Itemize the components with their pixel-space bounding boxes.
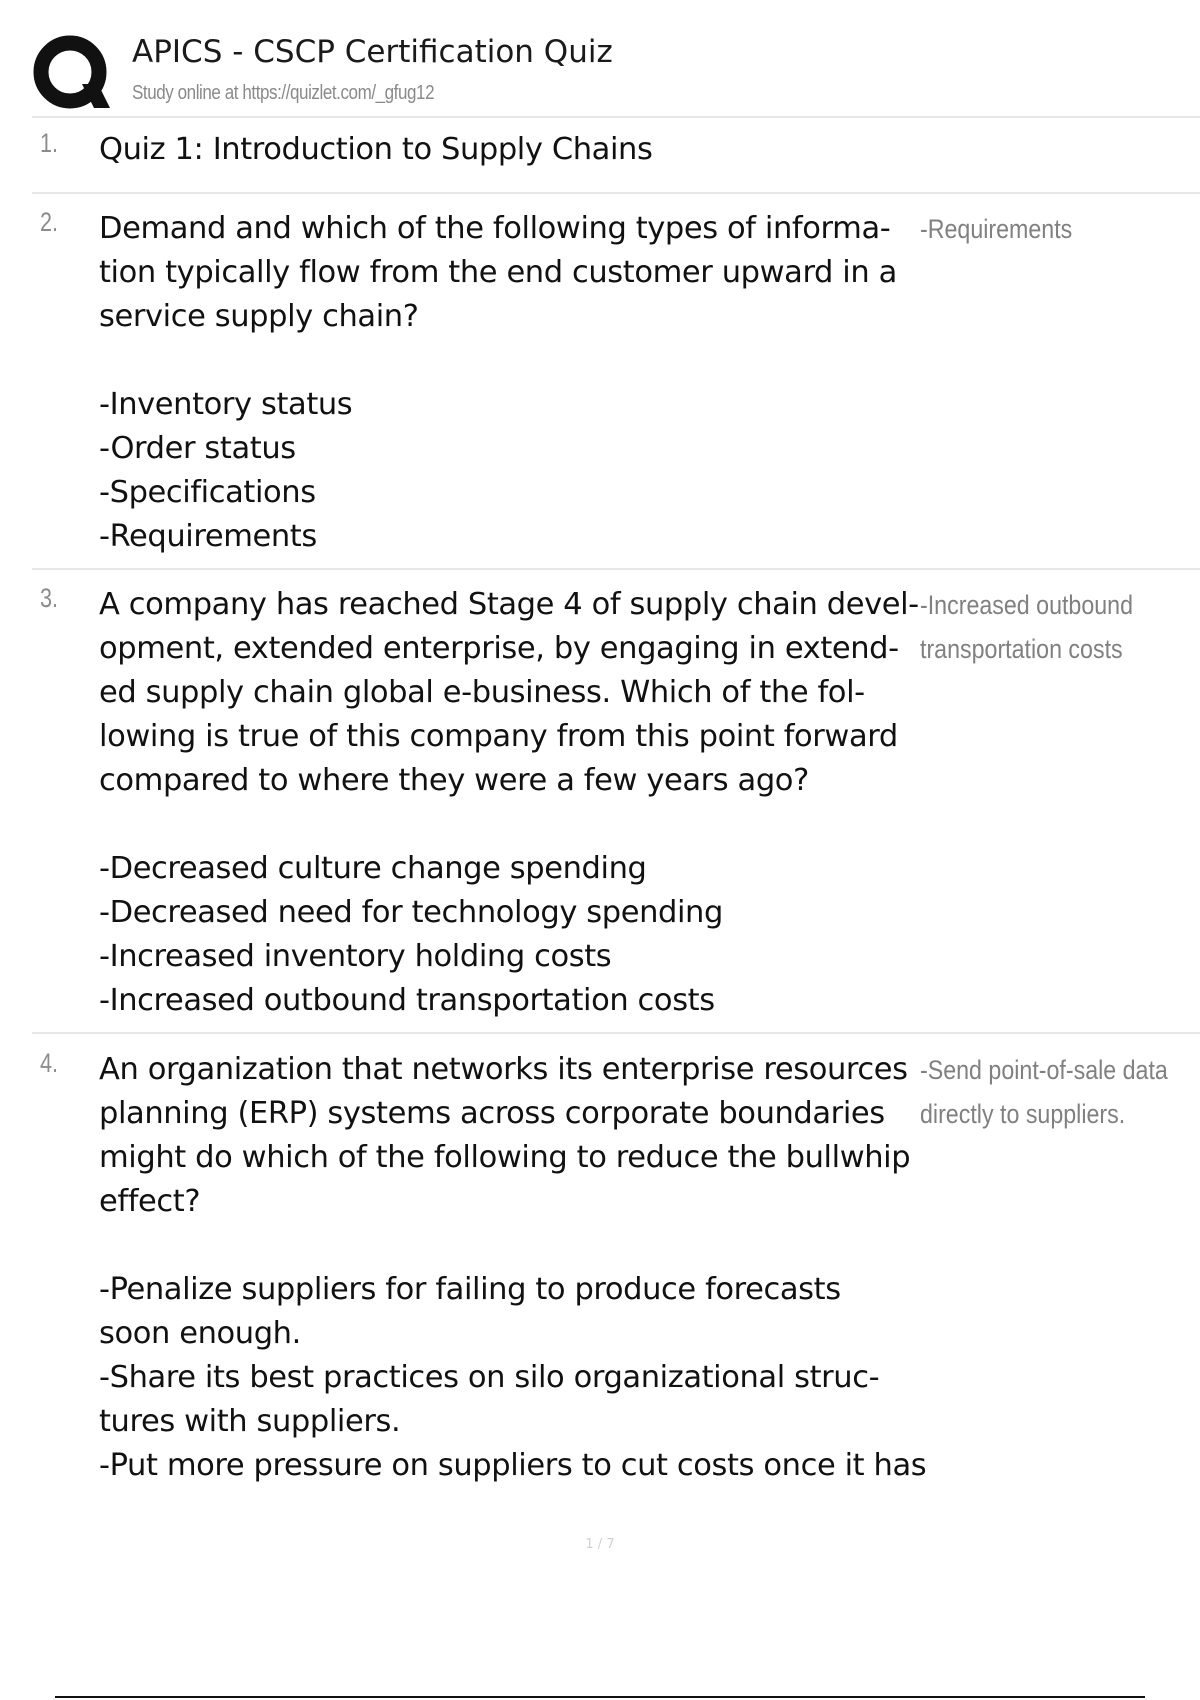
quizlet-logo-icon [32, 32, 112, 112]
item-number: 1. [40, 128, 59, 158]
item-number: 3. [40, 583, 59, 613]
item-term: An organization that networks its enterprise resources planning (ERP) systems across corporate boundaries might do which of the following to reduce the bullwhip effect? -Penalize suppliers for failing to produce forecasts soon enough. -Share its best practices on silo organizational struc- tures with suppliers. -Put more pressure on suppliers to cut costs once it has [99, 1052, 927, 1483]
item-term: Demand and which of the following types of informa- tion typically flow from the end customer upward in a service supply chain? -Inventory status -Order status -Specifications -Requirements [99, 211, 897, 554]
document-title: APICS - CSCP Certification Quiz [132, 34, 613, 70]
item-definition: -Increased outbound transportation costs [920, 590, 1134, 664]
item-definition: -Requirements [920, 214, 1073, 244]
quiz-item-1 [32, 118, 1200, 194]
item-number: 2. [40, 207, 59, 237]
document-header [32, 30, 1200, 118]
item-term: Quiz 1: Introduction to Supply Chains [99, 132, 653, 167]
item-number: 4. [40, 1048, 59, 1078]
quiz-item-4 [32, 1034, 1200, 1494]
quiz-item-3 [32, 570, 1200, 1034]
item-term: A company has reached Stage 4 of supply chain devel- opment, extended enterprise, by engaging in extend- ed supply chain global e-business. Which of the fol- lowing is true of this company from this point forward compared to where they were a few years ago? -Decreased culture change spending -Decreased need for technology spending -Increased inventory holding costs -Increased outbound transportation costs [99, 587, 919, 1018]
quiz-item-2 [32, 194, 1200, 570]
item-definition: -Send point-of-sale data directly to suppliers. [920, 1055, 1168, 1129]
study-online-link[interactable]: Study online at https://quizlet.com/_gfug12 [132, 82, 435, 104]
page-bottom-divider [55, 1696, 1145, 1698]
page-number: 1 / 7 [585, 1537, 615, 1552]
